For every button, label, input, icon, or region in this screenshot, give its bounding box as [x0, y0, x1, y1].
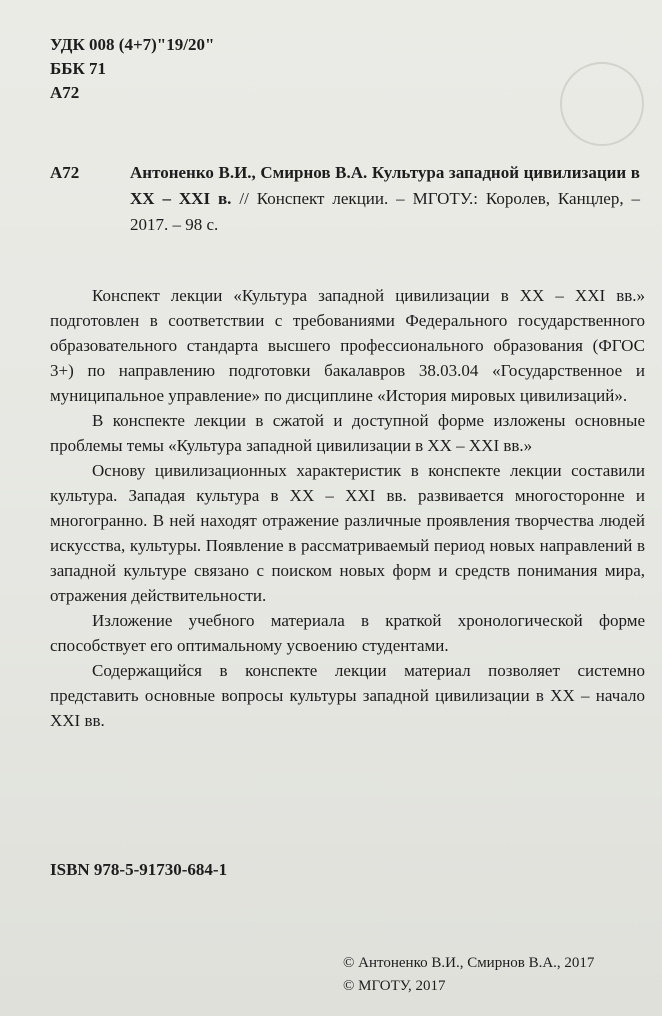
bib-authors-title: Антоненко В.И., Смирнов В.А. Культура западной цивилизации в ХХ – ХХI в. [130, 163, 640, 208]
udk-code: УДК 008 (4+7)"19/20" [50, 35, 215, 54]
isbn: ISBN 978-5-91730-684-1 [50, 860, 228, 879]
bib-author-mark: А72 [50, 163, 80, 182]
copyright-line: © МГОТУ, 2017 [343, 978, 446, 994]
bbk-code: ББК 71 [50, 59, 107, 78]
abstract-paragraph: Изложение учебного материала в краткой хронологической форме способствует его оптимальному усвоению студентами. [50, 611, 645, 655]
abstract-paragraph: В конспекте лекции в сжатой и доступной форме изложены основные проблемы темы «Культура западной цивилизации в ХХ – ХХI вв.» [50, 411, 645, 455]
bib-description [130, 160, 640, 238]
show-through-seal [560, 62, 644, 146]
abstract-paragraph: Основу цивилизационных характеристик в конспекте лекции составили культура. Западая культура в ХХ – ХХI вв. развивается многосторонне и многогранно. В ней находят отражение различные проявления творчества людей искусства, культуры. Появление в рассматриваемый период новых направлений в западной культуре связано с поиском новых форм и средств понимания мира, отражения действительности. [50, 461, 645, 605]
bibliographic-record [50, 160, 640, 238]
abstract [50, 283, 645, 733]
abstract-paragraph: Конспект лекции «Культура западной цивилизации в ХХ – ХХI вв.» подготовлен в соответствии с требованиями Федерального государственного образовательного стандарта высшего профессионального образования (ФГОС 3+) по направлению подготовки бакалавров 38.03.04 «Государственное и муниципальное управление» по дисциплине «История мировых цивилизаций». [50, 286, 645, 405]
copyright-block [343, 952, 594, 998]
bib-publication-info: // Конспект лекции. – МГОТУ.: Королев, Канцлер, – 2017. – 98 с. [130, 189, 640, 234]
classification-codes [50, 33, 214, 105]
author-mark: А72 [50, 83, 80, 102]
copyright-line: © Антоненко В.И., Смирнов В.А., 2017 [343, 955, 595, 971]
abstract-paragraph: Содержащийся в конспекте лекции материал позволяет системно представить основные вопросы культуры западной цивилизации в ХХ – начало ХХI вв. [50, 661, 645, 730]
